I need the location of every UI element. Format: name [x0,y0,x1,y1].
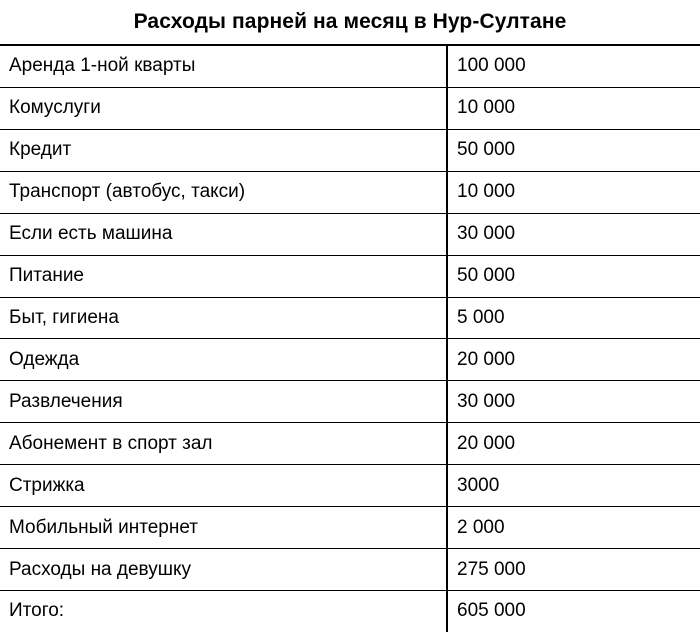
expense-name: Развлечения [0,381,448,422]
expense-name: Одежда [0,339,448,380]
expense-amount: 2 000 [457,516,505,538]
expense-name: Итого: [0,591,448,632]
expense-amount: 30 000 [457,223,516,245]
expense-name: Стрижка [0,465,448,506]
table-row [0,423,700,465]
expense-amount: 50 000 [457,265,516,287]
table-row [0,88,700,130]
table-row [0,172,700,214]
table-row [0,46,700,88]
table-row [0,130,700,172]
expense-name: Абонемент в спорт зал [0,423,448,464]
expense-name: Комуслуги [0,88,448,129]
expense-amount: 275 000 [457,558,526,580]
expense-amount: 10 000 [457,97,516,119]
expense-amount: 3000 [457,474,500,496]
expense-name: Расходы на девушку [0,549,448,590]
expense-name: Быт, гигиена [0,298,448,339]
table-row [0,256,700,298]
page-title: Расходы парней на месяц в Нур-Султане [133,10,567,33]
expense-name: Кредит [0,130,448,171]
table-row [0,339,700,381]
expense-amount: 20 000 [457,348,516,370]
expense-amount: 50 000 [457,139,516,161]
table-title-row [0,0,700,46]
expenses-table [0,46,700,632]
table-row-total [0,591,700,632]
expense-amount: 605 000 [457,600,526,622]
table-row [0,465,700,507]
expense-amount: 5 000 [457,306,505,328]
table-row [0,298,700,340]
expense-amount: 100 000 [457,55,526,77]
expense-name: Транспорт (автобус, такси) [0,172,448,213]
expense-name: Аренда 1-ной кварты [0,46,448,87]
expense-name: Если есть машина [0,214,448,255]
expense-amount: 20 000 [457,432,516,454]
expense-name: Питание [0,256,448,297]
table-row [0,507,700,549]
expense-amount: 10 000 [457,181,516,203]
table-row [0,549,700,591]
expense-amount: 30 000 [457,390,516,412]
table-row [0,381,700,423]
table-row [0,214,700,256]
expense-name: Мобильный интернет [0,507,448,548]
